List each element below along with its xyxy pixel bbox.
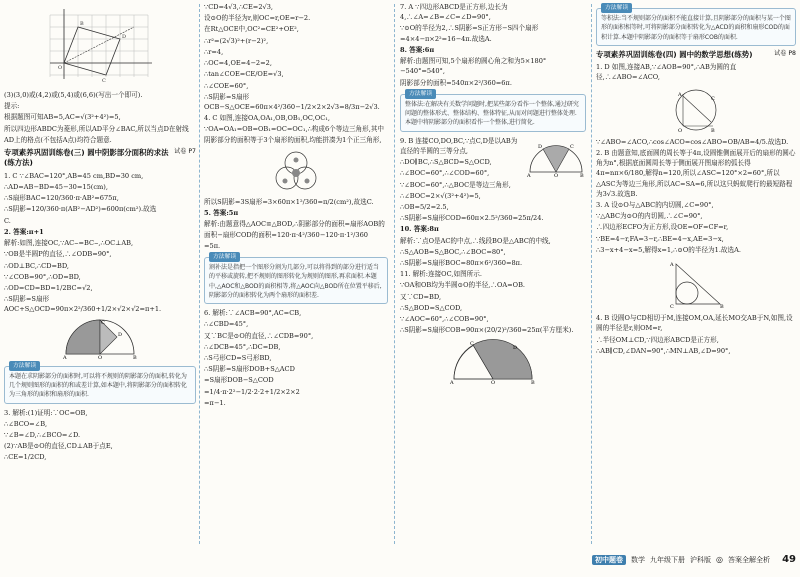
svg-text:B: B: [711, 127, 715, 134]
section-ref: 试卷 P8: [773, 49, 796, 57]
method-tip-box: [400, 90, 586, 132]
answer-line: 9. B 连接CO,DO,BC,∵点C,D是以AB为直径的半圆的三等分点,: [400, 136, 518, 155]
tip-tag: 方法解读: [601, 3, 632, 13]
svg-text:A: A: [63, 354, 67, 360]
answer-line: 1. C ∵∠BAC=120°,AB=45 cm,BD=30 cm,: [4, 171, 144, 180]
answer-line: ∴S阴影=S扇形AOC+S△OCD=90π×2²/360+1/2×√2×√2=π+1.: [4, 295, 162, 314]
answer-line: ∵CD=4√3,∴CE=2√3,: [204, 3, 274, 11]
answer-line: ∴∠DCB=45°,∴DC=DB,: [204, 342, 281, 351]
svg-text:D: D: [513, 344, 518, 351]
answer-line: ∴DO∥BC,∴S△BCD=S△OCD,: [400, 158, 492, 167]
answer-line: ∵∠B=∠D,∴∠BCO=∠D.: [4, 430, 81, 439]
text-line: 所以四边形ABDC为菱形,所以AD平分∠BAC,所以当点D在射线: [4, 124, 189, 133]
column-3: [398, 2, 588, 550]
answer-line: ∴S阴影=S扇形COD=60π×2.5²/360=25π/24.: [400, 214, 544, 223]
method-tip-box: [4, 362, 196, 404]
tip-text: 本题在求阴影部分的面积时,可以将不规则的阴影部分的面积,转化为几个规则图形的面积的和或差计算,如本题中,将阴影部分的面积转化为三角形的面积和扇形的面积.: [9, 372, 187, 399]
svg-text:O: O: [98, 354, 103, 360]
answer-line: ∵⊙O的半径为2,∴S阴影=S正方形−S四个扇形=4×4−π×2²=16−4π.故选A.: [400, 24, 539, 43]
svg-text:O: O: [58, 65, 63, 71]
svg-text:C: C: [470, 340, 474, 347]
method-tip-box: [596, 5, 796, 46]
answer-line: ∴AD=AB−BD=45−30=15(cm),: [4, 183, 108, 192]
answer-line: ∴S△BOD=S△COD,: [400, 303, 463, 312]
answer-line: 2. 答案:π+1: [4, 227, 44, 236]
page-footer: [592, 553, 796, 567]
answer-line: C.: [4, 216, 11, 225]
svg-text:B: B: [80, 21, 84, 27]
brand-badge: 初中题卷: [592, 555, 626, 566]
answer-line: =1/4·π·2²−1/2·2·2+1/2×2×2: [204, 387, 300, 396]
section-title-text: 专项素养巩固训练卷(四) 圆中的数学思想(练势): [596, 49, 753, 59]
footer-doc: 答案全解全析: [727, 555, 770, 564]
svg-text:B: B: [720, 304, 724, 311]
answer-line: ∵OB是半圆P的直径,∴∠ODB=90°,: [4, 250, 112, 259]
svg-text:C: C: [102, 78, 106, 84]
answer-line: ∴S弓形CD=S弓形BD,: [204, 354, 272, 362]
answer-line: ∵BE=4−r,FA=3−r,∴BE=4−x,AE=3−x,: [596, 234, 724, 243]
answer-line: 4. C 如图,连接OA,OA₁,OB,OB₁,OC,OC₁,: [204, 114, 331, 123]
answer-line: =S扇形DOB−S△COD: [204, 376, 274, 385]
tip-tag: 方法解读: [209, 252, 240, 262]
section-title: [596, 50, 796, 60]
answer-line: 6. 解析:∵∠ACB=90°,AC=CB,: [204, 309, 302, 318]
answer-line: ∴S阴影=S扇形COB=90π×(20/2)²/360=25π(平方厘米).: [400, 326, 574, 335]
circle-figure-q1: [671, 86, 721, 134]
answer-line: 解析:由题图可知,5个扇形的圆心角之和为5×180°−540°=540°,: [400, 57, 547, 76]
answer-line: ∵∠COB=90°,∴OD=BD,: [4, 272, 81, 281]
answer-line: 10. 答案:8π: [400, 225, 439, 234]
answer-line: 2. B 由题意知,底面圆的周长等于4π,设圆锥侧面展开后的扇形的圆心角为n°,根据底面圆周长等于侧面展开图扇形的弧长得4π=nπ×6/180,解得n=120,所以∠ASC=120°×2=60°,所以△ASC为等边三角形,所以AC=SA=6,所以这只蚂蚁爬行的最短路程为3√3.故选B.: [596, 148, 796, 198]
three-circles-figure: [271, 148, 321, 194]
tip-tag: 方法解读: [9, 361, 40, 371]
svg-text:O: O: [678, 127, 683, 134]
column-divider: [591, 4, 592, 544]
answer-line: ∴四边形ECFO为正方形,设OE=OF=CF=r,: [596, 223, 729, 232]
answer-line: ∵∠ABO=∠ACO,∴cos∠ACO=cos∠ABO=OB/AB=4/5.故选D.: [596, 137, 789, 146]
answer-line: (2)∵AB是⊙O的直径,CD⊥AB于点E,: [4, 442, 113, 451]
svg-text:A: A: [450, 379, 454, 385]
column-4: [594, 2, 798, 550]
answer-line: 4. B 设圆O与CD相切于M,连接OM,OA,延长MO交AB于N,如图,设圆的半径是r,则OM=r,: [596, 314, 793, 333]
answer-line: 解析:∵点O是AC的中点,∴线段BO是△ABC的中线,: [400, 236, 551, 245]
text-line: 提示:: [4, 102, 20, 111]
answer-line: ∴r²=(2√3)²+(r−2)²,: [204, 36, 269, 45]
triangle-incircle-figure: [666, 258, 726, 310]
answer-line: ∴半径OM⊥CD,∵四边形ABCD是正方形,: [596, 335, 719, 344]
svg-text:C: C: [670, 304, 674, 311]
answer-line: ∴OB=5/2=2.5,: [400, 202, 449, 211]
answer-line: 3. 解析:(1)证明:∵OC=OB,: [4, 408, 88, 417]
answer-line: ∴CE=1/2CD,: [4, 453, 47, 462]
answer-line: 1. D 如图,连接AB,∵∠AOB=90°,∴AB为圆的直径,∴∠ABO=∠ACO,: [596, 63, 737, 82]
footer-grade: 九年级下册: [650, 555, 685, 564]
answer-line: ∴AB∥CD,∠DAN=90°,∴MN⊥AB,∠D=90°,: [596, 346, 731, 355]
column-divider: [199, 4, 200, 544]
footer-subject: 数学: [631, 555, 645, 564]
answer-line: 解析:由题意得△AOC≌△BOD,∴阴影部分的面积=扇形AOB的面积−扇形COD的面积=120·π·4²/360−120·π·1²/360: [204, 220, 385, 239]
semicircle-figure-q11: [448, 339, 538, 385]
answer-line: 3. A 设⊙O与△ABC的内切圆,∠C=90°,: [596, 201, 714, 209]
section-title: [4, 148, 196, 169]
answer-line: ∴OC=4,OE=4−2=2,: [204, 59, 272, 68]
answer-line: =π−1.: [204, 398, 226, 407]
bullet-icon: ◎: [716, 554, 723, 564]
svg-text:C: C: [711, 95, 715, 102]
grid-figure: [40, 5, 160, 87]
answer-line: ∴S阴影=120/360·π(AB²−AD²)=600π(cm²).故选: [4, 205, 157, 214]
svg-text:O: O: [554, 172, 559, 178]
answer-line: 设⊙O的半径为r,则OC=r,OE=r−2.: [204, 14, 311, 23]
column-1: [2, 2, 198, 550]
answer-line: ∴S阴影=S扇形DOB+S△ACD: [204, 365, 295, 374]
answer-line: ∴∠BOC=60°,∴∠COD=60°,: [400, 169, 490, 178]
svg-text:B: B: [133, 354, 137, 360]
column-2: [202, 2, 390, 550]
tip-text: 整体法:在解决有关数学问题时,把某些部分看作一个整体,通过研究问题的整体形式、整体结构、整体特征,从而对问题进行整体处理.本题中将阴影部分的面积看作一个整体,进行简化.: [405, 100, 579, 127]
answer-line: ∵OA和OB均为半圆⊙O的半径,∴OA=OB.: [400, 281, 526, 290]
answer-line: 11. 解析:连接OC,如图所示.: [400, 270, 482, 279]
answer-line: ∵∠AOC=60°,∴∠COB=90°,: [400, 315, 489, 324]
svg-text:C: C: [101, 319, 105, 326]
section-ref: 试卷 P7: [173, 148, 196, 156]
tip-tag: 方法解读: [405, 89, 436, 99]
answer-line: ∴S扇形BAC=120/360·π·AB²=675π,: [4, 194, 119, 203]
svg-text:B: B: [531, 379, 535, 385]
svg-text:O: O: [491, 379, 496, 385]
answer-line: ∴S阴影=S扇形BOC=80π×6²/360=8π.: [400, 259, 523, 268]
answer-line: 又∵CD=BD,: [400, 292, 442, 301]
method-tip-box: [204, 253, 388, 304]
svg-text:D: D: [122, 34, 127, 40]
text-line: 根据题图可知AB=5,AC=√(3²+4²)=5,: [4, 113, 121, 122]
footer-edition: 沪科版: [690, 555, 711, 564]
semicircle-figure-q9: [526, 136, 586, 178]
answer-line: 在Rt△OCE中,OC²=CE²+OE²,: [204, 25, 299, 34]
answer-line: ∴tan∠COE=CE/OE=√3,: [204, 70, 284, 79]
svg-text:D: D: [538, 143, 543, 150]
answer-line: 5. 答案:5π: [204, 209, 239, 218]
answer-line: ∵∠BOC=60°,∴△BOC是等边三角形,: [400, 180, 511, 189]
answer-line: ∴∠COE=60°,: [204, 81, 249, 90]
answer-line: ∴S阴影=S扇形OCB−S△OCE=60π×4²/360−1/2×2×2√3=8/3π−2√3.: [204, 92, 380, 111]
answer-line: 解析:如图,连接OC,∵AC⌢=BC⌢,∴OC⊥AB,: [4, 239, 134, 248]
svg-text:C: C: [570, 143, 574, 150]
answer-line: 7. A ∵四边形ABCD是正方形,边长为4,∴∠A=∠B=∠C=∠D=90°,: [400, 3, 508, 22]
answer-line: =5π.: [204, 241, 221, 250]
answer-line: ∴r=4,: [204, 47, 224, 56]
answer-line: ∴∠BCO=∠B,: [4, 419, 48, 428]
svg-text:B: B: [580, 172, 584, 178]
answer-line: ∴∠CBD=45°,: [204, 320, 249, 329]
text-line: (3)(3,0)或(4,2)或(5,4)或(6,6)(写出一个即可).: [4, 91, 143, 99]
text-line: AD上的格点(不包括A点)均符合题意.: [4, 135, 112, 144]
tip-text: 等积法:当不规则部分的面积不能直接计算,且阴影部分的面积与某一个图形的面积相等时,可将阴影部分面积转化为△ACD的面积和扇形COD的面积计算.本题中阴影部分的面积等于扇形COB的面积.: [601, 15, 791, 41]
answer-line: ∵OA=OA₁=OB=OB₁=OC=OC₁,∴构成6个等边三角形,其中阴影部分的面积等于3个扇形的面积,均能拼凑为1个正三角形,: [204, 125, 385, 144]
column-divider: [394, 4, 395, 544]
page-number: 49: [782, 554, 796, 566]
answer-line: 8. 答案:6π: [400, 45, 435, 54]
svg-text:A: A: [670, 262, 674, 269]
section-title-text: 专项素养巩固训练卷(三) 圆中阴影部分面积的求法(练方法): [4, 148, 169, 168]
semicircle-figure: [60, 318, 140, 360]
answer-line: ∴OD=CD=BD=1/2BC=√2,: [4, 284, 93, 292]
answer-line: 所以S阴影=3S扇形=3×60π×1²/360=π/2(cm²),故选C.: [204, 197, 374, 206]
answer-line: ∵△ABC为⊙O的内切圆,∴∠C=90°,: [596, 212, 703, 221]
answer-line: ∴∠BOC=2×√(3²+4²)=5,: [400, 191, 481, 200]
answer-line: ∴S△AOB=S△BOC,∴∠BOC=80°,: [400, 247, 506, 256]
tip-text: 割补法是指把一个图形分割为几部分,可以将得到的部分进行适当的平移或旋转,把不规则的图形转化为规则的图形,再求面积.本题中,△AOC和△BOD的面积相等,将△AOC向△BOD所在位置平移后,阴影部分的面积转化为两个扇形的面积差.: [209, 263, 382, 299]
answer-line: 又∵BC是⊙O的直径,∴∠CDB=90°,: [204, 331, 314, 340]
svg-text:D: D: [118, 331, 123, 338]
svg-text:A: A: [678, 91, 682, 98]
answer-line: 阴影部分的面积=540π×2²/360=6π.: [400, 78, 512, 87]
answer-line: ∴3−x+4−x=5,解得x=1,∴⊙O的半径为1.故选A.: [596, 245, 741, 254]
answer-line: ∴OD⊥BC,∴CD=BD,: [4, 261, 70, 270]
svg-text:A: A: [527, 172, 531, 178]
